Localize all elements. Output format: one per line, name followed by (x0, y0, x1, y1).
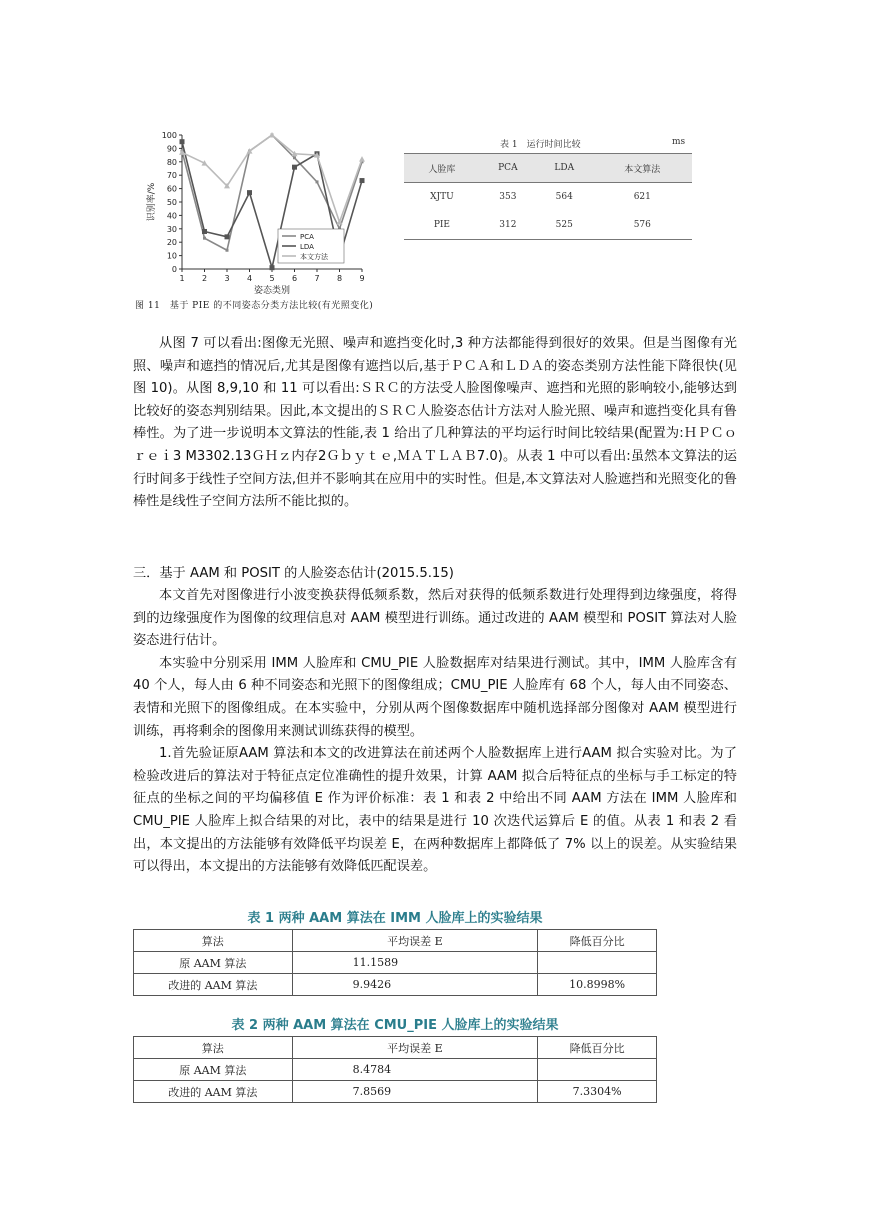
y-tick-label: 90 (166, 144, 177, 154)
table-cell (538, 1059, 657, 1081)
series-line-本文方法 (182, 135, 362, 222)
table1-title: 表 1 两种 AAM 算法在 IMM 人脸库上的实验结果 (247, 911, 543, 926)
table-row (134, 1059, 657, 1081)
y-tick-label: 60 (166, 184, 177, 194)
paragraph-text: 本文首先对图像进行小波变换获得低频系数，然后对获得的低频系数进行处理得到边缘强度，将得到的边缘强度作为图像的纹理信息对 AAM 模型进行训练。通过改进的 AAM 模型和 POSIT 算法对人脸姿态进行估计。 (133, 588, 737, 649)
data-point (293, 156, 296, 159)
table-header-row (134, 1037, 657, 1059)
data-point (359, 156, 365, 162)
y-tick-label: 40 (166, 211, 177, 221)
table2 (133, 1036, 657, 1103)
table1 (133, 929, 657, 996)
runtime-table (404, 153, 692, 240)
y-tick-label: 100 (161, 131, 177, 140)
header-cell: LDA (536, 154, 593, 183)
table-cell: 原 AAM 算法 (134, 1059, 293, 1081)
y-tick-label: 30 (166, 224, 177, 234)
header-cell: 降低百分比 (538, 1037, 657, 1059)
x-tick-label: 5 (269, 274, 275, 283)
x-tick-label: 6 (291, 274, 298, 283)
table-cell: 353 (499, 192, 517, 202)
x-tick-label: 3 (224, 274, 230, 283)
pose-accuracy-chart (140, 125, 380, 295)
table-row (404, 183, 692, 212)
table-cell: 621 (633, 192, 651, 202)
figure-caption: 图 11 基于 PIE 的不同姿态分类方法比较(有光照变化) (135, 301, 374, 311)
table-row (134, 974, 657, 996)
y-tick-label: 20 (166, 238, 177, 248)
x-axis-label: 姿态类别 (253, 286, 291, 295)
table-header-row (134, 930, 657, 952)
data-point (202, 229, 207, 234)
table-cell: 576 (593, 211, 692, 240)
table-cell: 10.8998% (538, 974, 657, 996)
table-cell (538, 952, 657, 974)
table-row (404, 211, 692, 240)
paragraph-text: 1.首先验证原AAM 算法和本文的改进算法在前述两个人脸数据库上进行AAM 拟合实验对比。为了检验改进后的算法对于特征点定位准确性的提升效果，计算 AAM 拟合后特征点的坐标与手工标定的特征点的坐标之间的平均偏移值 E 作为评价标准：表 1 和表 2 中给出不同 AAM 方法在 IMM 人脸库和 CMU_PIE 人脸库上拟合结果的对比，表中的结果是进行 10 次迭代运算后 E 的值。从表 1 和表 2 看出，本文提出的方法能够有效降低平均误差 E，在两种数据库上都降低了 7% 以上的误差。从实验结果可以得出，本文提出的方法能够有效降低匹配误差。 (133, 746, 737, 875)
header-cell: 算法 (134, 930, 293, 952)
data-point (247, 190, 252, 195)
table-cell: 8.4784 (292, 1059, 538, 1081)
x-tick-label: 1 (179, 274, 185, 283)
data-point (292, 165, 297, 170)
table-cell: 11.1589 (292, 952, 538, 974)
table-cell: 改进的 AAM 算法 (134, 974, 293, 996)
x-tick-label: 8 (336, 274, 343, 283)
data-point (180, 139, 185, 144)
header-cell: PCA (480, 154, 536, 183)
header-cell: 本文算法 (593, 154, 692, 183)
data-point (269, 132, 275, 138)
table-cell: 312 (480, 211, 536, 240)
header-cell: 算法 (134, 1037, 293, 1059)
y-tick-label: 50 (166, 198, 177, 207)
data-point (225, 234, 230, 239)
data-point (203, 237, 206, 240)
x-tick-label: 7 (314, 274, 320, 283)
section-title: 三．基于 AAM 和 POSIT 的人脸姿态估计(2015.5.15) (133, 566, 454, 581)
table-cell: 525 (536, 211, 593, 240)
table-cell: 改进的 AAM 算法 (134, 1081, 293, 1103)
y-tick-label: 70 (166, 171, 177, 181)
table-row (134, 1081, 657, 1103)
paragraph-text: 从图 7 可以看出:图像无光照、噪声和遮挡变化时,3 种方法都能得到很好的效果。但是当图像有光照、噪声和遮挡的情况后,尤其是图像有遮挡以后,基于ＰＣＡ和ＬＤＡ的姿态类别方法性能下降很快(见图 10)。从图 8,9,10 和 11 可以看出:ＳＲＣ的方法受人脸图像噪声、遮挡和光照的影响较小,能够达到比较好的姿态判别结果。因此,本文提出的ＳＲＣ人脸姿态估计方法对人脸光照、噪声和遮挡变化具有鲁棒性。为了进一步说明本文算法的性能,表 1 给出了几种算法的平均运行时间比较结果(配置为:ＨＰＣｏｒｅｉ3 M3302.13ＧＨｚ内存2Ｇｂｙｔｅ,ＭＡＴＬＡＢ7.0)。从表 1 中可以看出:虽然本文算法的运行时间多于线性子空间方法,但并不影响其在应用中的实时性。但是,本文算法对人脸遮挡和光照变化的鲁棒性是线性子空间方法所不能比拟的。 (133, 336, 737, 510)
header-cell: 人脸库 (404, 154, 480, 183)
y-tick-label: 0 (171, 265, 177, 274)
legend-entry: LDA (300, 243, 314, 251)
table-cell: 7.3304% (538, 1081, 657, 1103)
y-tick-label: 10 (166, 251, 177, 261)
x-tick-label: 9 (359, 274, 365, 283)
header-cell: 降低百分比 (538, 930, 657, 952)
runtime-table-block (404, 135, 696, 240)
data-point (270, 265, 275, 270)
legend-entry: 本文方法 (300, 253, 328, 261)
table-cell: 原 AAM 算法 (134, 952, 293, 974)
table2-title: 表 2 两种 AAM 算法在 CMU_PIE 人脸库上的实验结果 (231, 1018, 559, 1033)
data-point (360, 178, 365, 183)
header-cell: 平均误差 E (292, 1037, 538, 1059)
x-tick-label: 2 (201, 274, 208, 283)
body-paragraph-group (133, 585, 737, 879)
table-row (134, 952, 657, 974)
header-cell: 平均误差 E (292, 930, 538, 952)
y-tick-label: 80 (166, 157, 177, 167)
table-cell: 564 (555, 192, 573, 202)
table-cell: XJTU (430, 192, 454, 202)
data-point (316, 180, 319, 183)
runtime-table-unit: ms (672, 137, 686, 147)
table-cell: PIE (404, 211, 480, 240)
x-tick-label: 4 (246, 274, 253, 283)
table-cell: 7.8569 (292, 1081, 538, 1103)
paragraph-text: 本实验中分别采用 IMM 人脸库和 CMU_PIE 人脸数据库对结果进行测试。其中，IMM 人脸库含有 40 个人，每人由 6 种不同姿态和光照下的图像组成；CMU_PIE 人脸库有 68 个人，每人由不同姿态、表情和光照下的图像组成。在本实验中，分别从两个图像数据库中随机选择部分图像对 AAM 模型进行训练，再将剩余的图像用来测试训练获得的模型。 (133, 655, 737, 739)
y-axis-label: 识别率/% (147, 182, 157, 222)
body-paragraph-1 (133, 333, 737, 514)
data-point (226, 249, 229, 252)
legend-entry: PCA (300, 233, 314, 241)
table-cell: 9.9426 (292, 974, 538, 996)
runtime-table-title: 表 1 运行时间比较 (500, 140, 581, 150)
